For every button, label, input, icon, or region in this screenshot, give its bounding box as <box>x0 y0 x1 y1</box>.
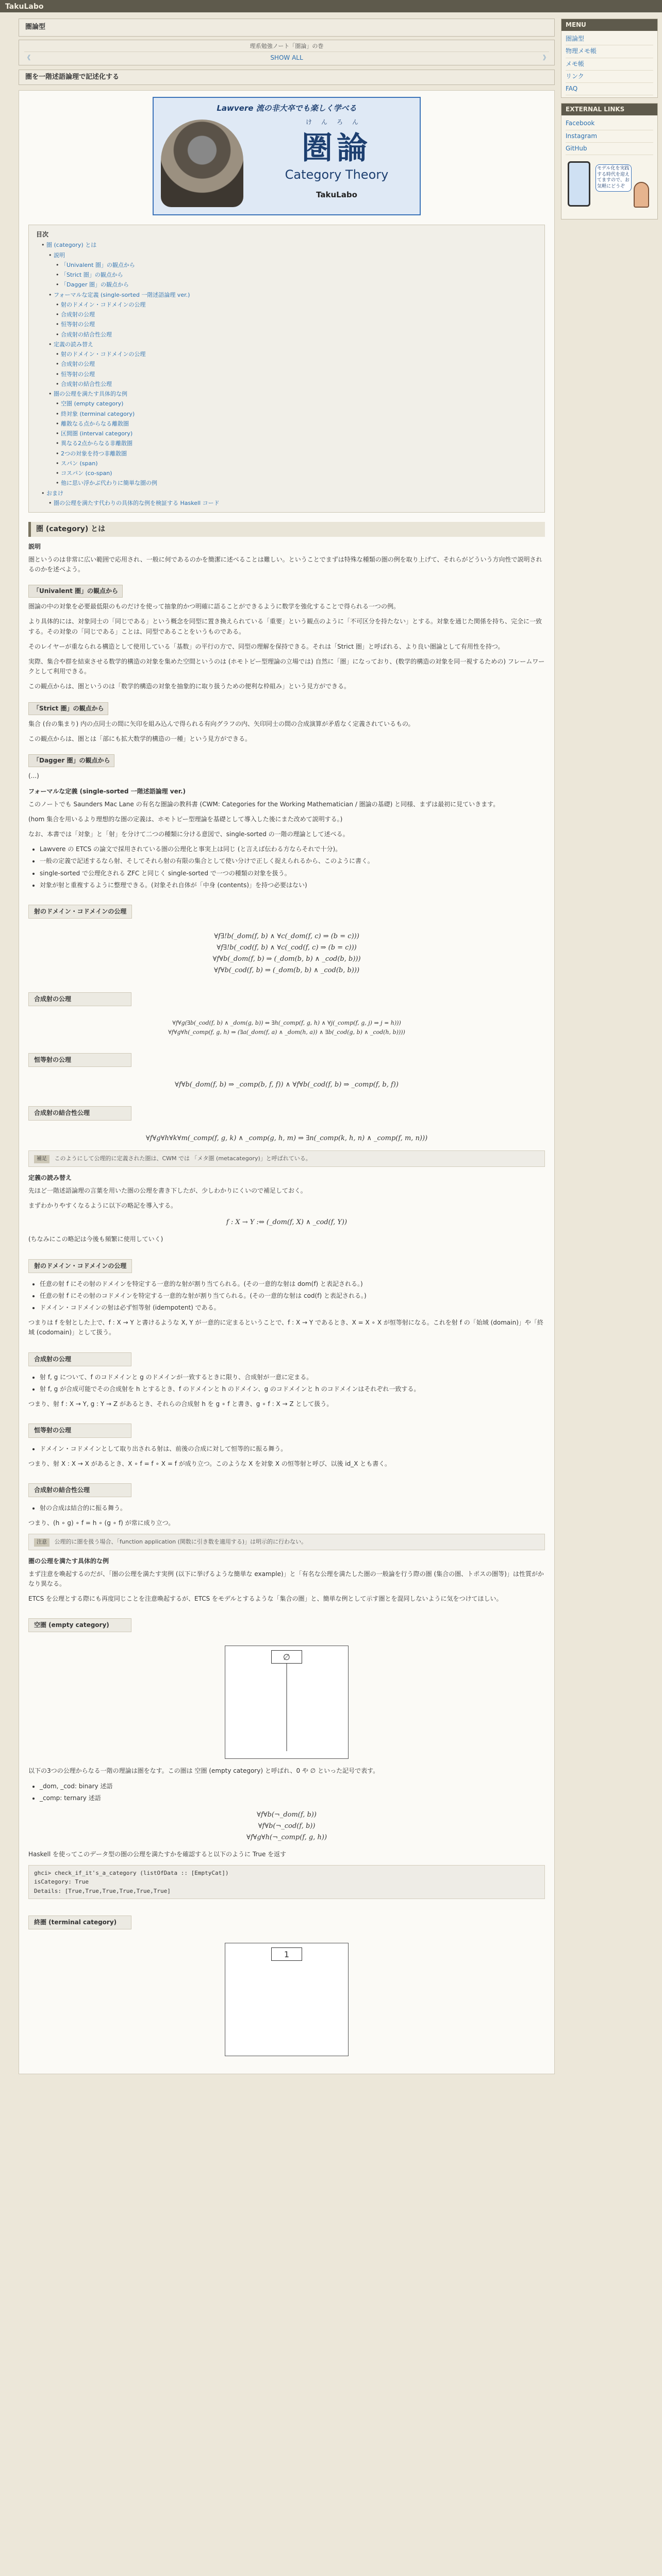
reading-title-composition: 合成射の公理 <box>28 1352 131 1366</box>
series-nav <box>19 40 555 65</box>
formula-empty <box>28 1809 545 1843</box>
banner-subtitle: Category Theory <box>285 167 389 182</box>
banner-ruby: けんろん <box>305 118 368 126</box>
prev-link[interactable]: 《 <box>24 54 31 62</box>
menu-item[interactable] <box>566 71 653 83</box>
menu-item[interactable] <box>566 83 653 95</box>
connector-line <box>286 1664 287 1751</box>
toc-link[interactable]: 2つの対象を持つ非離散圏 <box>61 450 127 457</box>
paragraph: より具体的には、対象同士の「同じである」という概念を同型に置き換えられている「重要」という観点のように「不可区分を持たない」とする。対象を通じた関係を持ち、完全に一致する。その対象の「同じである」ことは、同型であることをいうものである。 <box>28 618 542 635</box>
reading-title-domain: 射のドメイン・コドメインの公理 <box>28 1259 132 1273</box>
list-item: • 射 f, g が合成可能でその合成射を h とするとき、f のドメインと h のドメイン、g のコドメインと h のコドメインはそれぞれ一致する。 <box>40 1384 545 1394</box>
menu-link[interactable]: FAQ <box>566 84 578 92</box>
toc-link[interactable]: 「Dagger 圏」の観点から <box>61 281 129 289</box>
list-item: • 対象が射と重複するように整理できる。(対象それ自体が「中身 (contents)」を持つ必要はない) <box>40 880 545 890</box>
bullet-list <box>40 1444 545 1454</box>
bullet-list <box>40 1279 545 1313</box>
toc-link[interactable]: 異なる2点からなる非離散圏 <box>61 440 133 447</box>
list-item: • ドメイン・コドメインとして取り出される射は、前後の合成に対して恒等的に振る舞う。 <box>40 1444 545 1454</box>
toc-item[interactable]: • 他に思い浮かぶ代わりに簡単な圏の例 <box>56 480 157 487</box>
note-tag: 補足 <box>34 1155 49 1163</box>
toc-item[interactable]: • 異なる2点からなる非離散圏 <box>56 440 133 447</box>
home-link[interactable]: 圏論型 <box>25 23 46 31</box>
toc-link[interactable]: 定義の読み替え <box>54 341 93 348</box>
toc-item[interactable]: • 圏 (category) とは <box>41 242 97 249</box>
list-item: • 任意の射 f にその射のドメインを特定する一意的な射が割り当てられる。(その一意的な射は dom(f) と表記される。) <box>40 1279 545 1289</box>
toc-item[interactable]: • スパン (span) <box>56 460 98 467</box>
formula-line: ∀f∃!b(_dom(f, b) ∧ ∀c(_dom(f, c) ⇒ (b = c))) <box>214 933 359 941</box>
formula-line: ∀f∀g∀h∀k∀m(_comp(f, g, k) ∧ _comp(g, h, m) ⇒ ∃n(_comp(k, h, n) ∧ _comp(f, m, n))) <box>145 1134 428 1142</box>
paragraph: つまりは f を射とした上で、f : X → Y と書けるような X, Y が一意的に定まるということで、f : X → Y であるとき、X = X ∘ X が恒等射になる。これを射 f の「始域 (domain)」や「終域 (codomain)」として扱う。 <box>28 1319 543 1336</box>
series-title: 理系勉強ノート「圏論」の巻 <box>250 42 324 49</box>
article <box>19 90 555 2074</box>
toc-item[interactable]: • 区間圏 (interval category) <box>56 430 133 437</box>
toc-item[interactable]: • 圏の公理を満たす具体的な例 <box>48 391 127 398</box>
subheading-explanation: 説明 <box>28 543 41 550</box>
axiom-title-associativity: 合成射の結合性公理 <box>28 1106 131 1120</box>
formula-line: ∀f∀g(∃b(_cod(f, b) ∧ _dom(g, b)) ⇔ ∃h(_comp(f, g, h) ∧ ∀j(_comp(f, g, j) ⇒ j = h))) <box>172 1019 401 1026</box>
formula-line: ∀f∀g∀h(¬_comp(f, g, h)) <box>246 1834 327 1842</box>
sidebar <box>561 19 658 225</box>
paragraph: (...) <box>28 772 39 780</box>
toc-item[interactable]: • 合成射の公理 <box>56 361 95 368</box>
toc-item[interactable]: • 「Strict 圏」の観点から <box>56 272 123 279</box>
ad-text: モデル化を実践する時代を迎えてますので、お気軽にどうぞ <box>595 164 632 192</box>
subheading-formal-definition: フォーマルな定義 (single-sorted 一階述語論理 ver.) <box>28 787 186 795</box>
code-line: Details: [True,True,True,True,True,True] <box>34 1887 171 1894</box>
formula-line: ∀f∀g∀h(_comp(f, g, h) ⇒ (∃a(_dom(f, a) ∧ _dom(h, a)) ∧ ∃b(_cod(g, b) ∧ _cod(h, b)))) <box>168 1029 405 1036</box>
toc-list <box>36 240 537 508</box>
bullet-list <box>40 1372 545 1394</box>
toc-item[interactable]: • 説明 <box>48 251 65 259</box>
toc-item[interactable]: • 合成射の結合性公理 <box>56 331 112 338</box>
menu-link[interactable]: メモ帳 <box>566 60 585 67</box>
reading-title-associativity: 合成射の結合性公理 <box>28 1483 131 1497</box>
paragraph: 圏論の中の対象を必要最低限のものだけを使って抽象的かつ明確に語ることができるように数学を強化することで得られる一つの例。 <box>28 603 400 611</box>
formula-line: ∀f∃!b(_cod(f, b) ∧ ∀c(_cod(f, c) ⇒ (b = c))) <box>217 944 357 952</box>
subheading-strict: 「Strict 圏」の観点から <box>28 702 108 715</box>
table-of-contents <box>28 225 545 513</box>
paragraph: つまり、射 X : X → X があるとき、X ∘ f = f ∘ X = f が成り立つ。このような X を対象 X の恒等射と呼び、以後 id_X とも書く。 <box>28 1460 391 1467</box>
toc-link[interactable]: 合成射の結合性公理 <box>61 380 112 387</box>
toc-item[interactable]: • 「Univalent 圏」の観点から <box>56 261 135 268</box>
site-name[interactable]: TakuLabo <box>5 3 44 11</box>
menu-title: MENU <box>561 19 657 31</box>
toc-item[interactable]: • おまけ <box>41 489 63 497</box>
code-block <box>28 1865 545 1900</box>
note-box <box>28 1534 545 1550</box>
section-heading-category: 圏 (category) とは <box>28 522 545 536</box>
reading-title-identity: 恒等射の公理 <box>28 1423 131 1437</box>
formula-composition <box>28 1019 545 1038</box>
terminal-category-diagram <box>225 1943 349 2056</box>
paragraph: 集合 (台の集まり) 内の点同士の間に矢印を組み込んで得られる有向グラフの内、矢印同士の間の合成演算が矛盾なく定義されているもの。 <box>28 720 415 727</box>
paragraph: つまり、射 f : X → Y, g : Y → Z があるとき、それらの合成射 h を g ∘ f と書き、g ∘ f : X → Z として扱う。 <box>28 1400 333 1408</box>
toc-link[interactable]: 圏の公理を満たす代わりの具体的な例を検証する Haskell コード <box>54 499 220 506</box>
toc-link[interactable]: 恒等射の公理 <box>61 370 95 378</box>
toc-item[interactable]: • フォーマルな定義 (single-sorted 一階述語論理 ver.) <box>48 291 190 298</box>
formula-domain <box>28 931 545 976</box>
phone-icon <box>568 161 590 207</box>
external-link[interactable]: GitHub <box>566 144 587 152</box>
paragraph: ETCS を公理とする際にも再度同じことを注意喚起するが、ETCS をモデルとするような「集合の圏」と、簡単な例として示す圏とを混同しないように気をつけてほしい。 <box>28 1595 503 1603</box>
menu-item[interactable] <box>566 33 653 45</box>
next-link[interactable]: 》 <box>542 54 549 62</box>
terminal-object-label: 1 <box>271 1947 302 1961</box>
toc-link[interactable]: 合成射の公理 <box>61 361 95 368</box>
toc-item[interactable]: • 定義の読み替え <box>48 341 93 348</box>
list-item: • 任意の射 f にその射のコドメインを特定する一意的な射が割り当てられる。(その一意的な射は cod(f) と表記される。) <box>40 1291 545 1301</box>
toc-link[interactable]: 合成射の公理 <box>61 311 95 318</box>
example-title-terminal: 終圏 (terminal category) <box>28 1916 131 1929</box>
banner-kanji: 圏論 <box>302 130 372 167</box>
axiom-title-composition: 合成射の公理 <box>28 992 131 1006</box>
toc-item[interactable]: • 射のドメイン・コドメインの公理 <box>56 301 146 308</box>
menu-link[interactable]: リンク <box>566 72 584 80</box>
banner-tagline: Lawvere 流の非大卒でも楽しく学べる <box>217 104 357 113</box>
external-link-item[interactable] <box>566 117 653 130</box>
list-item: • 射 f, g について、f のコドメインと g のドメインが一致するときに限り、合成射が一意に定まる。 <box>40 1372 545 1382</box>
menu-link[interactable]: 物理メモ帳 <box>566 47 597 55</box>
menu-item[interactable] <box>566 58 653 71</box>
toc-item[interactable]: • 圏の公理を満たす代わりの具体的な例を検証する Haskell コード <box>48 499 220 506</box>
paragraph: 先ほど一階述語論理の言葉を用いた圏の公理を書き下したが、少しわかりにくいので補足しておく。 <box>28 1187 307 1194</box>
banner-brand: TakuLabo <box>316 190 357 200</box>
toc-link[interactable]: 説明 <box>54 251 65 259</box>
list-item: • 一般の定義で記述するなら射、そしてそれら射の有限の集合として使い分けで正しく捉えられるから、このように書く。 <box>40 856 545 866</box>
toc-link[interactable]: 圏の公理を満たす具体的な例 <box>54 391 127 398</box>
menu-link[interactable]: 圏論型 <box>566 35 585 43</box>
paragraph: なお、本書では「対象」と「射」を分けて二つの種類に分ける意図で、single-sorted の一階の理論として述べる。 <box>28 831 349 838</box>
external-link[interactable]: Facebook <box>566 120 595 127</box>
toc-link[interactable]: 空圏 (empty category) <box>61 400 124 408</box>
paragraph: (ちなみにこの略記は今後も頻繁に使用していく) <box>28 1235 163 1243</box>
toc-link[interactable]: コスパン (co-span) <box>61 470 112 477</box>
external-links-title: EXTERNAL LINKS <box>561 104 657 115</box>
subheading-dagger: 「Dagger 圏」の観点から <box>28 754 114 767</box>
toc-link[interactable]: 圏 (category) とは <box>46 242 97 249</box>
formula-line: ∀f∀b(¬_cod(f, b)) <box>258 1822 316 1831</box>
show-all-link[interactable]: SHOW ALL <box>270 54 303 62</box>
paragraph: 以下の3つの公理からなる一階の理論は圏をなす。この圏は 空圏 (empty category) と呼ばれ、0 や ∅ といった記号で表す。 <box>28 1767 379 1775</box>
external-links-box <box>561 103 658 219</box>
cat-illustration <box>161 120 243 207</box>
subheading-univalent: 「Univalent 圏」の観点から <box>28 585 123 598</box>
toc-item[interactable]: • 2つの対象を持つ非離散圏 <box>56 450 127 457</box>
toc-link[interactable]: 離散なる点からなる離散圏 <box>61 420 129 427</box>
formula-associativity <box>28 1133 545 1144</box>
paragraph: このノートでも Saunders Mac Lane の有名な圏論の教科書 (CWM: Categories for the Working Mathematician / 圏論の基礎) と同様、まずは最初に見ていきます。 <box>28 800 500 808</box>
paragraph: 実際、集合や群を結束させる数学的構造の対象を集めた空間というのは (ホモトピー型理論の立場では) 自然に「圏」になっており、(数学的構造の対象を同一視するための) フレームワークとして利用できる。 <box>28 658 545 675</box>
subheading-reading: 定義の読み替え <box>28 1174 72 1181</box>
code-line: isCategory: True <box>34 1878 89 1886</box>
header-home <box>19 19 555 37</box>
paragraph: この観点からは、圏というのは「数学的構造の対象を抽象的に取り扱うための便利な枠組み」という見方ができる。 <box>28 683 351 690</box>
external-links-list <box>561 115 657 157</box>
example-title-empty: 空圏 (empty category) <box>28 1618 131 1632</box>
toc-link[interactable]: 射のドメイン・コドメインの公理 <box>61 351 146 358</box>
main-content <box>19 19 555 2576</box>
toc-link[interactable]: 区間圏 (interval category) <box>61 430 133 437</box>
external-link[interactable]: Instagram <box>566 132 598 140</box>
toc-item[interactable]: • 恒等射の公理 <box>56 370 95 378</box>
list-item: • single-sorted で公理化される ZFC と同じく single-sorted で一つの種類の対象を扱う。 <box>40 869 545 878</box>
axiom-title-identity: 恒等射の公理 <box>28 1053 131 1067</box>
bullet-list <box>40 1503 545 1513</box>
note-box <box>28 1150 545 1167</box>
external-link-item[interactable] <box>566 143 653 155</box>
external-link-item[interactable] <box>566 130 653 143</box>
paragraph: Haskell を使ってこのデータ型の圏の公理を満たすかを確認すると以下のように True を返す <box>28 1851 287 1858</box>
toc-link[interactable]: 「Strict 圏」の観点から <box>61 272 123 279</box>
article-title: 圏を一階述語論理で記述化する <box>19 70 555 86</box>
note-text: このようにして公理的に定義された圏は、CWM では 「メタ圏 (metacategory)」と呼ばれている。 <box>54 1155 311 1162</box>
paragraph: つまり、(h ∘ g) ∘ f = h ∘ (g ∘ f) が常に成り立つ。 <box>28 1519 175 1527</box>
banner-image <box>153 97 421 215</box>
toc-item[interactable]: • コスパン (co-span) <box>56 470 112 477</box>
toc-item[interactable]: • 「Dagger 圏」の観点から <box>56 281 129 289</box>
toc-item[interactable]: • 恒等射の公理 <box>56 321 95 328</box>
person-illustration <box>634 182 649 208</box>
paragraph: そのレイヤーが重なられる構造として使用している「基数」の平行の方で、同型の理解を保持できる。それは「Strict 圏」と呼ばれる、より良い圏論として有用性を持つ。 <box>28 642 504 650</box>
toc-item[interactable]: • 射のドメイン・コドメインの公理 <box>56 351 146 358</box>
paragraph: まず注意を喚起するのだが、「圏の公理を満たす実例 (以下に挙げるような簡単な example)」と「有名な公理を満たした圏の一般論を行う際の圏 (集合の圏、トポスの圏等)」は性質がかなり異なる。 <box>28 1570 544 1587</box>
toc-item[interactable]: • 離散なる点からなる離散圏 <box>56 420 129 427</box>
list-item: • Lawvere の ETCS の論文で採用されている圏の公理化と事実上は同じ (と言えば伝わる方ならそれで十分)。 <box>40 844 545 854</box>
menu-list <box>561 31 657 97</box>
list-item: • _comp: ternary 述語 <box>40 1793 545 1803</box>
menu-box <box>561 19 658 98</box>
toc-link[interactable]: スパン (span) <box>61 460 98 467</box>
empty-object-label: ∅ <box>271 1650 302 1664</box>
toc-item[interactable]: • 合成射の公理 <box>56 311 95 318</box>
bullet-list <box>40 844 545 890</box>
list-item: • _dom, _cod: binary 述語 <box>40 1782 545 1791</box>
note-tag: 注意 <box>34 1538 49 1547</box>
list-item: • 射の合成は結合的に振る舞う。 <box>40 1503 545 1513</box>
toc-link[interactable]: 射のドメイン・コドメインの公理 <box>61 301 146 308</box>
toc-link[interactable]: 恒等射の公理 <box>61 321 95 328</box>
toc-link[interactable]: 合成射の結合性公理 <box>61 331 112 338</box>
toc-link[interactable]: おまけ <box>46 489 63 497</box>
toc-item[interactable]: • 終対象 (terminal category) <box>56 410 135 417</box>
top-bar <box>0 0 662 12</box>
toc-title: 目次 <box>36 231 49 239</box>
toc-link[interactable]: 「Univalent 圏」の観点から <box>61 261 135 268</box>
formula-line: ∀f∀b(_dom(f, b) ⇒ (_dom(b, b) ∧ _cod(b, b))) <box>212 955 361 963</box>
note-text: 公理的に圏を扱う場合、「function application (関数に引き数を適用する)」は明示的に行わない。 <box>54 1538 307 1545</box>
formula-identity <box>28 1079 545 1091</box>
toc-link[interactable]: 終対象 (terminal category) <box>61 410 135 417</box>
axiom-title-domain: 射のドメイン・コドメインの公理 <box>28 905 132 919</box>
toc-item[interactable]: • 合成射の結合性公理 <box>56 380 112 387</box>
formula-line: ∀f∀b(_dom(f, b) ⇒ _comp(b, f, f)) ∧ ∀f∀b(_cod(f, b) ⇒ _comp(f, b, f)) <box>175 1081 399 1089</box>
paragraph: 圏というのは非常に広い範囲で応用され、一般に何であるのかを簡潔に述べることは難しい。ということでまずは特殊な種類の圏の例を取り上げて、それらがどういう方向性で説明されるのかを述べよう。 <box>28 555 542 573</box>
toc-link[interactable]: 他に思い浮かぶ代わりに簡単な圏の例 <box>61 480 157 487</box>
bullet-list <box>40 1782 545 1803</box>
code-line: ghci> check_if_it's_a_category (listOfData :: [EmptyCat]) <box>34 1869 229 1876</box>
paragraph: まずわかりやすくなるように以下の略記を導入する。 <box>28 1202 177 1210</box>
ad-banner[interactable] <box>561 157 657 219</box>
paragraph: (hom 集合を用いるより理想的な圏の定義は、ホモトピー型理論を基礎として導入した後にまた改めて説明する。) <box>28 815 343 823</box>
list-item: • ドメイン・コドメインの射は必ず恒等射 (idempotent) である。 <box>40 1303 545 1313</box>
menu-item[interactable] <box>566 45 653 58</box>
subheading-examples: 圏の公理を満たす具体的な例 <box>28 1557 109 1565</box>
toc-item[interactable]: • 空圏 (empty category) <box>56 400 124 408</box>
formula-line: ∀f∀b(_cod(f, b) ⇒ (_dom(b, b) ∧ _cod(b, b))) <box>213 967 360 975</box>
formula-line: ∀f∀b(¬_dom(f, b)) <box>257 1811 317 1819</box>
empty-category-diagram <box>225 1646 349 1759</box>
paragraph: この観点からは、圏とは「部にも拡大数学的構造の一種」という見方ができる。 <box>28 735 252 742</box>
formula-abbreviation: f : X → Y :⇔ (_dom(f, X) ∧ _cod(f, Y)) <box>226 1218 347 1227</box>
toc-link[interactable]: フォーマルな定義 (single-sorted 一階述語論理 ver.) <box>54 291 190 298</box>
